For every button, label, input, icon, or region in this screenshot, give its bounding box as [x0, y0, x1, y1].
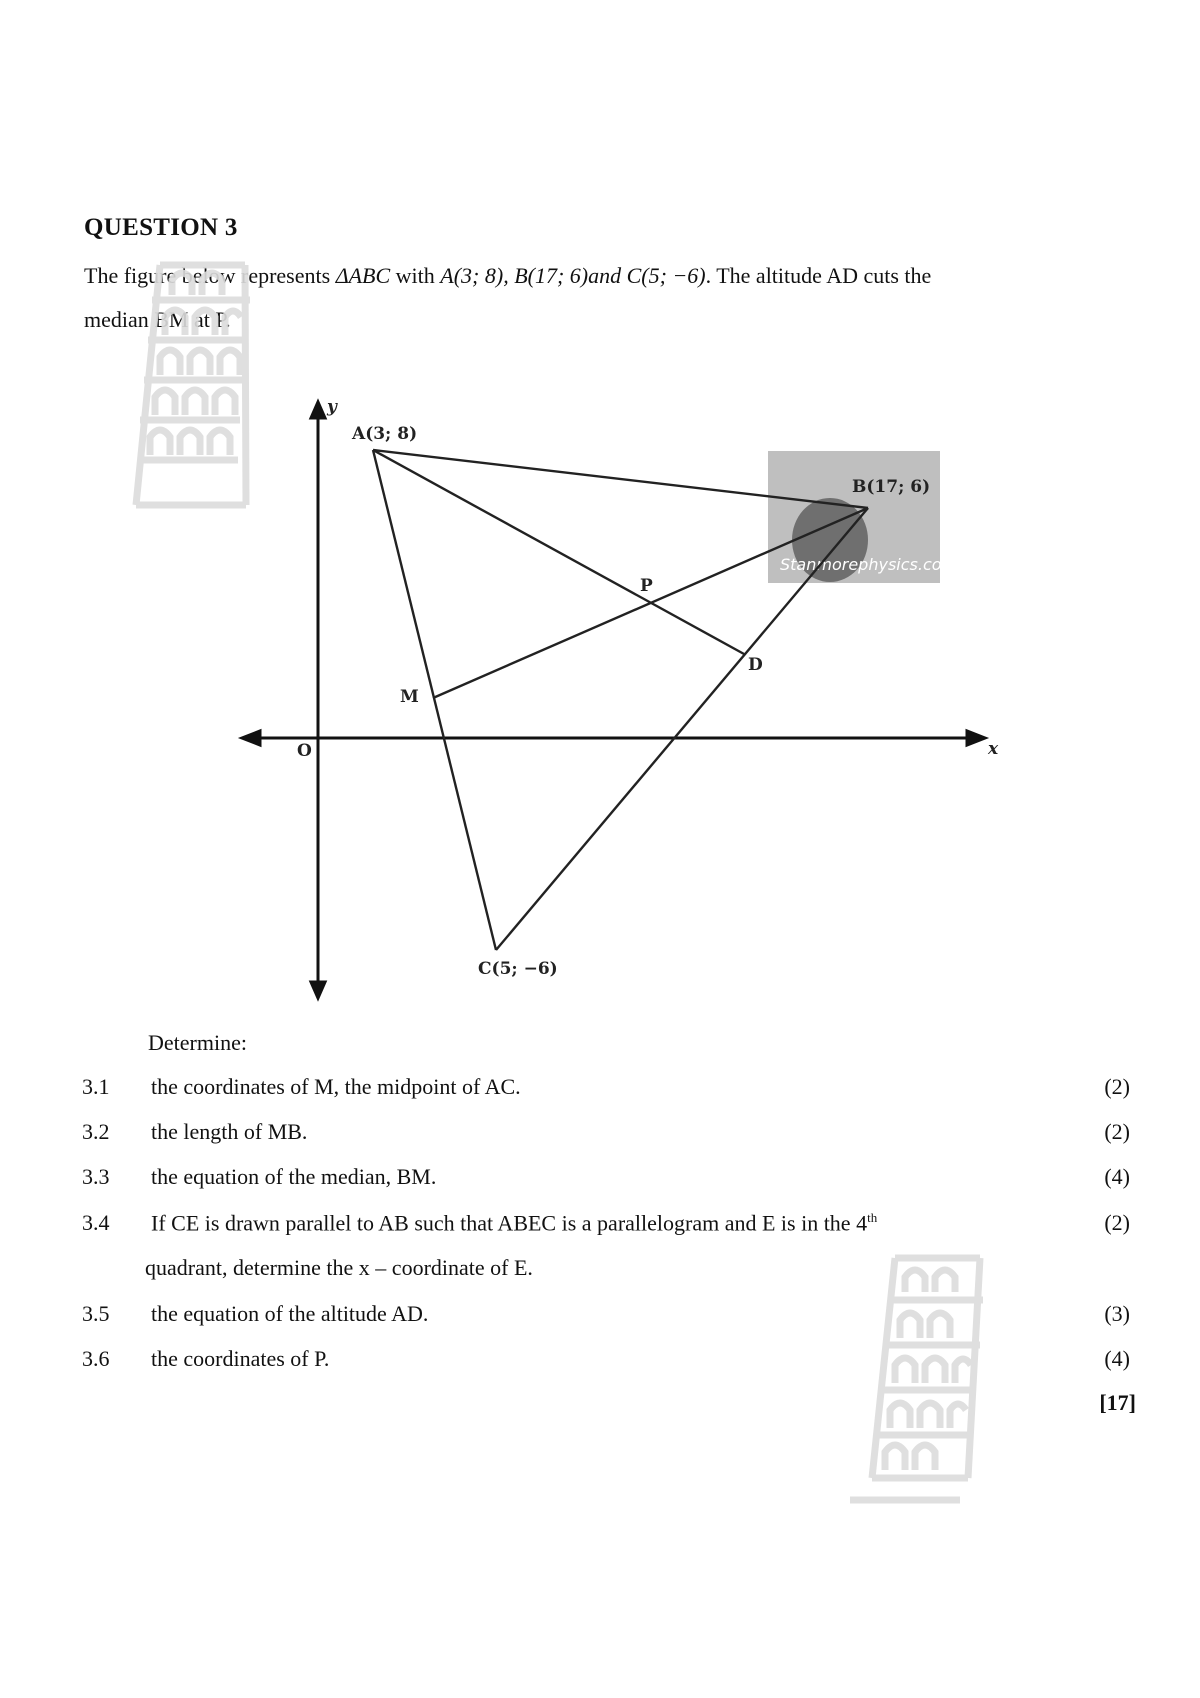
tower-watermark-icon	[136, 265, 250, 505]
subquestion-text-continued: quadrant, determine the x – coordinate of E.	[145, 1255, 533, 1280]
photo-watermark	[768, 451, 957, 583]
label-origin: O	[297, 741, 312, 761]
determine-prompt: Determine:	[148, 1030, 247, 1055]
y-axis-top-arrow	[311, 402, 325, 418]
subquestion-number: 3.3	[82, 1164, 110, 1189]
subquestion-text: the equation of the median, BM.	[151, 1164, 437, 1189]
question-title: QUESTION 3	[84, 214, 238, 241]
label-C: C(5; −6)	[478, 959, 558, 979]
x-axis-left-arrow	[242, 731, 260, 745]
label-B: B(17; 6)	[852, 477, 931, 497]
altitude-AD	[373, 450, 744, 654]
label-D: D	[748, 655, 763, 675]
tower-watermark-icon	[850, 1258, 983, 1500]
subquestion-marks: (4)	[1104, 1164, 1130, 1189]
subquestion-number: 3.2	[82, 1119, 110, 1144]
y-axis-label: y	[327, 397, 337, 417]
label-A: A(3; 8)	[352, 424, 418, 444]
x-axis-label: x	[988, 739, 999, 759]
side-AC	[373, 450, 496, 950]
subquestion-marks: (4)	[1104, 1346, 1130, 1371]
y-axis-bottom-arrow	[311, 982, 325, 998]
label-M: M	[400, 687, 419, 707]
subquestion-number: 3.1	[82, 1074, 110, 1099]
total-marks: [17]	[1099, 1390, 1136, 1415]
watermark-text: Stanmorephysics.com	[780, 555, 958, 574]
ordinal-suffix: th	[867, 1210, 878, 1225]
subquestion-number: 3.5	[82, 1301, 110, 1326]
subquestion-text: the equation of the altitude AD.	[151, 1301, 429, 1326]
intro-text-3: . The altitude AD cuts the	[705, 263, 932, 288]
intro-text-1: The figure below represents	[84, 263, 336, 288]
subquestion-text: the length of MB.	[151, 1119, 308, 1144]
intro-triangle: ΔABC	[335, 263, 391, 288]
intro-points: A(3; 8), B(17; 6)and C(5; −6)	[440, 263, 706, 288]
question-intro-line2: median BM at P.	[84, 307, 231, 332]
subquestion-marks: (2)	[1104, 1210, 1130, 1235]
subquestion-number: 3.4	[82, 1210, 110, 1235]
subquestion-text: the coordinates of M, the midpoint of AC.	[151, 1074, 521, 1099]
subquestion-marks: (3)	[1104, 1301, 1130, 1326]
subquestion-number: 3.6	[82, 1346, 110, 1371]
subquestion-marks: (2)	[1104, 1074, 1130, 1099]
subquestion-text	[151, 1210, 877, 1236]
subquestion-text: the coordinates of P.	[151, 1346, 330, 1371]
median-BM	[433, 508, 868, 698]
side-BC	[496, 508, 868, 950]
x-axis-right-arrow	[967, 731, 985, 745]
intro-text-2: with	[390, 263, 441, 288]
subquestion-text-main: If CE is drawn parallel to AB such that ABEC is a parallelogram and E is in the 4	[151, 1210, 868, 1236]
subquestion-marks: (2)	[1104, 1119, 1130, 1144]
label-P: P	[640, 576, 653, 596]
